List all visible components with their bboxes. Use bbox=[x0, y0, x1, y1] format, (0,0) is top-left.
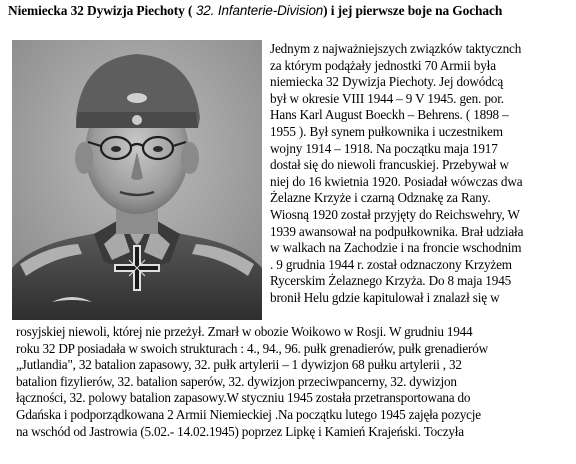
text-line: Rycerskim Żelaznego Krzyża. Do 8 maja 1945 bbox=[270, 273, 512, 289]
text-line: dostał się do niewoli francuskiej. Przebywał w bbox=[270, 157, 509, 173]
text-line: . 9 grudnia 1944 r. został odznaczony Krzyżem bbox=[270, 256, 512, 272]
text-line: batalion fizylierów, 32. batalion saperów, 32. dywizjon przeciwpancerny, 32. dywizjon bbox=[16, 373, 457, 389]
title-main: Niemiecka 32 Dywizja Piechoty ( bbox=[8, 3, 193, 18]
text-line: Wiosną 1920 został przyjęty do Reichswehry, W bbox=[270, 206, 520, 222]
text-line: Jednym z najważniejszych związków taktycznch bbox=[270, 41, 522, 56]
text-line: za którym podążały jednostki 70 Armii była bbox=[270, 57, 496, 73]
text-line: 1939 awansował na podpułkownika. Brał udziała bbox=[270, 223, 524, 239]
title-german-name: 32. Infanterie-Division bbox=[192, 3, 324, 18]
text-line: Gdańska i podporządkowana 2 Armii Niemieckiej .Na początku lutego 1945 zajęła pozycje bbox=[16, 406, 481, 422]
text-line: Żelazne Krzyże i czarną Odznakę za Rany. bbox=[270, 190, 491, 206]
text-line: „Jutlandia", 32 batalion zapasowy, 32. pułk artylerii – 1 dywizjon 68 pułku artylerii , 32 bbox=[16, 357, 462, 373]
text-line: niemiecka 32 Dywizja Piechoty. Jej dowódcą bbox=[270, 74, 504, 90]
text-line: rosyjskiej niewoli, której nie przeżył. Zmarł w obozie Woikowo w Rosji. W grudniu 1944 bbox=[16, 324, 473, 339]
page-title bbox=[8, 3, 572, 19]
text-line: roku 32 DP posiadała w swoich strukturach : 4., 94., 96. pułk grenadierów, pułk grenadierów bbox=[16, 340, 488, 356]
text-line: wojny 1914 – 1918. Na początku maja 1917 bbox=[270, 140, 498, 156]
title-rest: ) i jej pierwsze boje na Gochach bbox=[323, 3, 503, 18]
text-line: na wschód od Jastrowia (5.02.- 14.02.1945) poprzez Lipkę i Kamień Krajeński. Toczyła bbox=[16, 423, 464, 439]
text-line: niej do 16 kwietnia 1920. Posiadał wówczas dwa bbox=[270, 173, 523, 189]
text-line: był w okresie VIII 1944 – 9 V 1945. gen. por. bbox=[270, 90, 504, 106]
text-line: Hans Karl August Boeckh – Behrens. ( 1898 – bbox=[270, 107, 509, 123]
text-full-width bbox=[16, 324, 574, 440]
text-beside-photo bbox=[270, 41, 574, 307]
officer-portrait-photo bbox=[12, 40, 262, 320]
text-line: łączności, 32. polowy batalion zapasowy.W styczniu 1945 została przetransportowana do bbox=[16, 390, 471, 406]
text-line: 1955 ). Był synem pułkownika i uczestnikem bbox=[270, 123, 503, 139]
text-line: w walkach na Zachodzie i na froncie wschodnim bbox=[270, 240, 522, 256]
text-line: bronił Helu gdzie kapitulował i znalazł się w bbox=[270, 289, 500, 305]
